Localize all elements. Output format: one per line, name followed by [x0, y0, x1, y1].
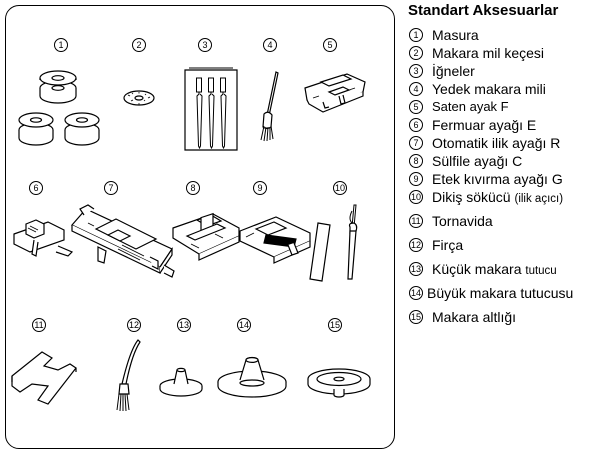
legend-number: 3: [409, 64, 423, 78]
item-number-1: 1: [54, 38, 68, 52]
item-number-10: 10: [334, 183, 345, 193]
legend-label-note: tutucu: [525, 265, 557, 277]
list-item: [408, 188, 600, 212]
overcasting-foot-icon: [169, 206, 244, 266]
list-item: [408, 236, 600, 260]
blind-hem-foot-icon: [236, 211, 316, 266]
legend-label-main: Küçük makara: [432, 261, 522, 277]
item-number-6: 6: [29, 181, 43, 195]
spool-felt-icon: [119, 86, 159, 110]
legend-number: 5: [409, 100, 423, 114]
legend-number: 14: [410, 288, 421, 298]
legend-label: Saten ayak F: [432, 99, 509, 114]
brush-icon: [106, 336, 146, 416]
list-item: [408, 26, 600, 44]
legend-number: 7: [409, 136, 423, 150]
legend-label: Büyük makara tutucusu: [427, 285, 574, 301]
legend-label-main: Dikiş sökücü: [432, 189, 511, 205]
legend-number: 8: [409, 154, 423, 168]
item-number-3: 3: [198, 38, 212, 52]
legend-label: Otomatik ilik ayağı R: [432, 135, 561, 151]
legend-label: Tornavida: [432, 213, 493, 229]
item-number-5: 5: [323, 38, 337, 52]
legend-list: [408, 26, 600, 332]
spool-holder-icon: [304, 361, 374, 401]
screwdriver-icon: [8, 346, 83, 408]
bobbins-icon: [14, 58, 114, 158]
item-number-8: 8: [186, 181, 200, 195]
legend-label: Etek kıvırma ayağı G: [432, 171, 563, 187]
list-item: [408, 170, 600, 188]
list-item: [408, 80, 600, 98]
legend-number: 15: [410, 312, 421, 322]
item-number-13: 13: [178, 320, 189, 330]
needles-icon: [181, 66, 241, 156]
list-item: [408, 260, 600, 284]
item-number-12: 12: [128, 320, 139, 330]
legend-title: Standart Aksesuarlar: [408, 2, 559, 19]
list-item: [408, 62, 600, 80]
item-number-2: 2: [132, 38, 146, 52]
spool-pin-icon: [256, 68, 292, 148]
legend-label-note: (ilik açıcı): [514, 193, 564, 205]
legend-number: 2: [409, 46, 423, 60]
list-item: [408, 134, 600, 152]
legend-label: Makara mil keçesi: [432, 45, 545, 61]
list-item: [408, 284, 600, 308]
legend-label: Sülfile ayağı C: [432, 153, 523, 169]
item-number-7: 7: [104, 181, 118, 195]
legend-number: 12: [410, 240, 421, 250]
item-number-15: 15: [329, 320, 340, 330]
list-item: [408, 308, 600, 332]
accessories-legend: [408, 0, 600, 332]
legend-label: [432, 260, 557, 280]
list-item: [408, 98, 600, 116]
list-item: [408, 116, 600, 134]
list-item: [408, 44, 600, 62]
legend-label: Fermuar ayağı E: [432, 117, 537, 133]
legend-number: 10: [410, 192, 421, 202]
legend-label: Makara altlığı: [432, 309, 517, 325]
list-item: [408, 212, 600, 236]
large-spool-cap-icon: [214, 354, 290, 402]
legend-number: 6: [409, 118, 423, 132]
legend-label: Yedek makara mili: [432, 81, 546, 97]
accessories-illustration-panel: [5, 5, 395, 449]
legend-number: 4: [409, 82, 423, 96]
item-number-11: 11: [32, 318, 46, 332]
item-number-14: 14: [238, 320, 249, 330]
legend-label: Firça: [432, 237, 464, 253]
legend-number: 11: [409, 214, 423, 228]
legend-label: [432, 188, 563, 208]
item-number-9: 9: [253, 181, 267, 195]
legend-label: İğneler: [432, 63, 475, 79]
list-item: [408, 152, 600, 170]
seam-ripper-icon: [306, 201, 371, 291]
satin-foot-icon: [299, 68, 371, 118]
legend-number: 13: [410, 264, 421, 274]
legend-label: Masura: [432, 27, 479, 43]
legend-number: 9: [409, 172, 423, 186]
item-number-4: 4: [263, 38, 277, 52]
legend-number: 1: [409, 28, 423, 42]
small-spool-cap-icon: [156, 364, 206, 400]
